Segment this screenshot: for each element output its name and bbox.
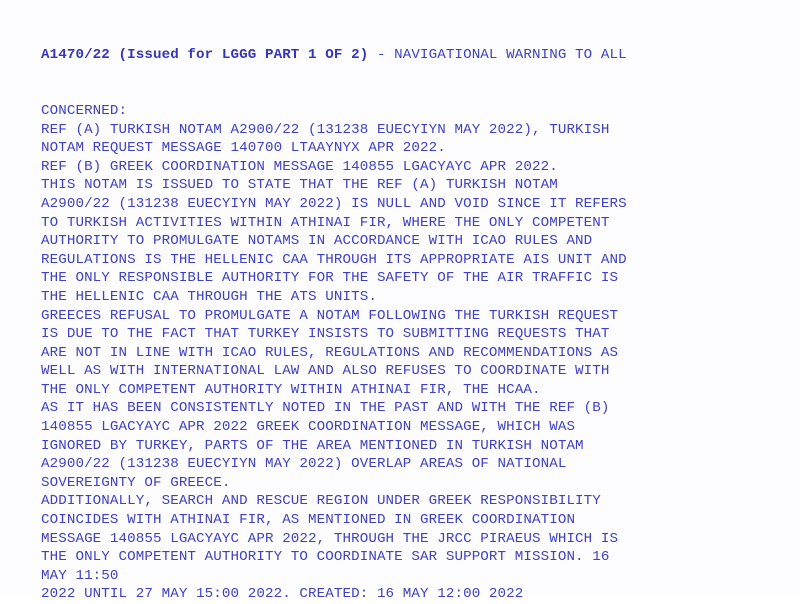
notam-line: ARE NOT IN LINE WITH ICAO RULES, REGULATIONS AND RECOMMENDATIONS AS [41,344,619,361]
notam-text-block [41,9,627,604]
notam-line: AUTHORITY TO PROMULGATE NOTAMS IN ACCORDANCE WITH ICAO RULES AND [41,233,593,250]
notam-header-rest: - NAVIGATIONAL WARNING TO ALL [368,47,627,64]
notam-id: A1470/22 (Issued for LGGG PART 1 OF 2) [41,47,369,64]
notam-line: TO TURKISH ACTIVITIES WITHIN ATHINAI FIR, WHERE THE ONLY COMPETENT [41,214,610,231]
notam-line: NOTAM REQUEST MESSAGE 140700 LTAAYNYX APR 2022. [41,140,446,157]
notam-line: GREECES REFUSAL TO PROMULGATE A NOTAM FOLLOWING THE TURKISH REQUEST [41,307,619,324]
notam-line: REF (A) TURKISH NOTAM A2900/22 (131238 EUECYIYN MAY 2022), TURKISH [41,121,610,138]
notam-line: 2022 UNTIL 27 MAY 15:00 2022. CREATED: 16 MAY 12:00 2022 [41,586,524,603]
notam-line: THE HELLENIC CAA THROUGH THE ATS UNITS. [41,288,377,305]
notam-header-line [41,46,627,65]
notam-line: THE ONLY COMPETENT AUTHORITY TO COORDINATE SAR SUPPORT MISSION. 16 [41,549,610,566]
notam-line: A2900/22 (131238 EUECYIYN MAY 2022) IS NULL AND VOID SINCE IT REFERS [41,195,627,212]
notam-line: COINCIDES WITH ATHINAI FIR, AS MENTIONED IN GREEK COORDINATION [41,512,576,529]
notam-line: SOVEREIGNTY OF GREECE. [41,474,231,491]
notam-line: THE ONLY RESPONSIBLE AUTHORITY FOR THE SAFETY OF THE AIR TRAFFIC IS [41,270,619,287]
notam-line: IGNORED BY TURKEY, PARTS OF THE AREA MENTIONED IN TURKISH NOTAM [41,437,584,454]
notam-line: 140855 LGACYAYC APR 2022 GREEK COORDINATION MESSAGE, WHICH WAS [41,419,576,436]
notam-line: IS DUE TO THE FACT THAT TURKEY INSISTS TO SUBMITTING REQUESTS THAT [41,326,610,343]
notam-line: MAY 11:50 [41,567,119,584]
notam-line: WELL AS WITH INTERNATIONAL LAW AND ALSO REFUSES TO COORDINATE WITH [41,363,610,380]
notam-line: THE ONLY COMPETENT AUTHORITY WITHIN ATHINAI FIR, THE HCAA. [41,381,541,398]
notam-line: THIS NOTAM IS ISSUED TO STATE THAT THE REF (A) TURKISH NOTAM [41,177,558,194]
notam-line: REGULATIONS IS THE HELLENIC CAA THROUGH ITS APPROPRIATE AIS UNIT AND [41,251,627,268]
notam-line: REF (B) GREEK COORDINATION MESSAGE 140855 LGACYAYC APR 2022. [41,158,558,175]
notam-line: MESSAGE 140855 LGACYAYC APR 2022, THROUGH THE JRCC PIRAEUS WHICH IS [41,530,619,547]
notam-line: A2900/22 (131238 EUECYIYN MAY 2022) OVERLAP AREAS OF NATIONAL [41,456,567,473]
notam-line: CONCERNED: [41,102,128,119]
notam-line: AS IT HAS BEEN CONSISTENTLY NOTED IN THE PAST AND WITH THE REF (B) [41,400,610,417]
notam-line: ADDITIONALLY, SEARCH AND RESCUE REGION UNDER GREEK RESPONSIBILITY [41,493,601,510]
